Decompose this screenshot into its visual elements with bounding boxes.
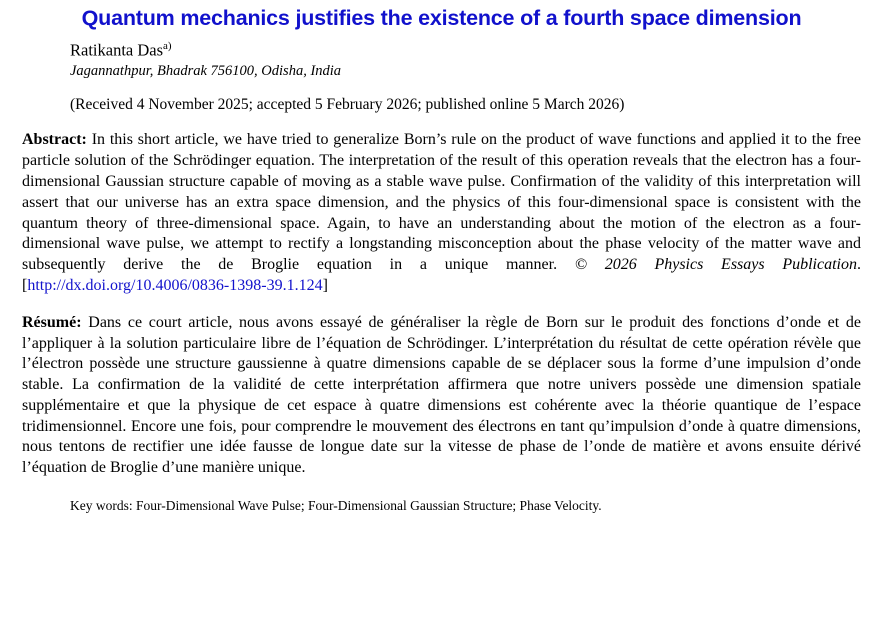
author-name: Ratikanta Das (70, 40, 164, 60)
publication-dates: (Received 4 November 2025; accepted 5 February 2026; published online 5 March 2026) (70, 96, 625, 114)
abstract-label: Abstract: (22, 131, 87, 149)
keywords: Key words: Four-Dimensional Wave Pulse; Four-Dimensional Gaussian Structure; Phase Velocity. (70, 498, 602, 514)
resume (22, 313, 861, 479)
author-footnote-marker[interactable]: a) (163, 40, 172, 53)
abstract-text: In this short article, we have tried to generalize Born’s rule on the product of wave functions and applied it to the free particle solution of the Schrödinger equation. The interpretation of the result of this operation reveals that the electron has a four-dimensional Gaussian structure capable of moving as a stable wave pulse. Confirmation of the validity of this interpretation will assert that our universe has an extra space dimension, and the physics of this four-dimensional space is consistent with the quantum theory of three-dimensional space. Again, to have an understanding about the motion of the electron as a four-dimensional wave pulse, we attempt to rectify a longstanding misconception about the phase velocity of the matter wave and subsequently derive the de Broglie equation in a unique manner. (22, 131, 861, 274)
author-line (70, 40, 861, 61)
doi-prefix: . [ (22, 256, 861, 294)
byline-block (22, 40, 861, 114)
page-title: Quantum mechanics justifies the existence of a fourth space dimension (81, 6, 802, 30)
publication-note: © 2026 Physics Essays Publication (574, 256, 857, 274)
doi-link[interactable]: http://dx.doi.org/10.4006/0836-1398-39.1.124 (27, 276, 323, 294)
resume-text: Dans ce court article, nous avons essayé de généraliser la règle de Born sur le produit des fonctions d’onde et de l’appliquer à la solution particulaire libre de l’équation de Schrödinger. L’interprétation du résultat de cette opération révèle que l’électron possède une structure gaussienne à quatre dimensions capable de se déplacer sous la forme d’une impulsion d’onde stable. La confirmation de la validité de cette interprétation affirmera que notre univers possède une dimension spatiale supplémentaire et que la physique de cet espace à quatre dimensions est cohérente avec la théorie quantique de l’espace tridimensionnel. Encore une fois, pour comprendre le mouvement des électrons en tant qu’impulsion d’onde à quatre dimensions, nous tentons de rectifier une idée fausse de longue date sur la vitesse de phase de l’onde de matière et avons ensuite dérivé l’équation de Broglie d’une manière unique. (22, 313, 861, 477)
affiliation: Jagannathpur, Bhadrak 756100, Odisha, India (70, 63, 342, 80)
resume-label: Résumé: (22, 313, 82, 331)
abstract (22, 130, 861, 296)
doi-suffix: ] (322, 276, 328, 294)
